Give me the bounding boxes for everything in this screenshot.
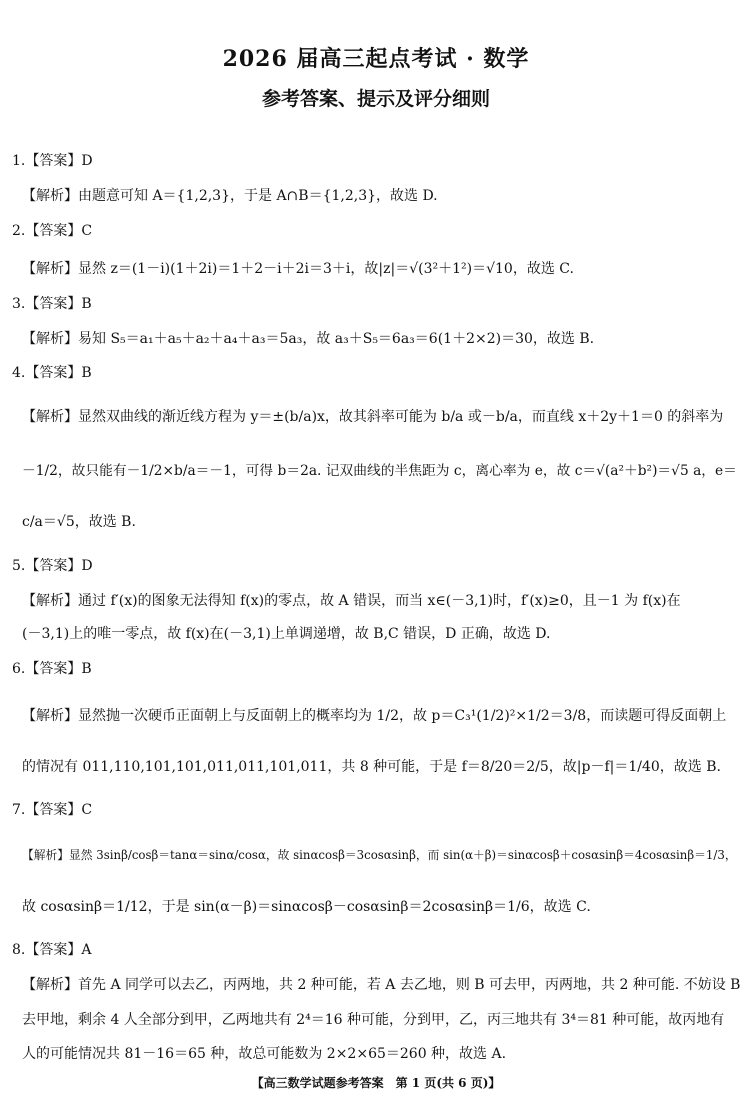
page-subtitle: 参考答案、提示及评分细则: [261, 88, 490, 110]
page-footer: 【高三数学试题参考答案 第 1 页(共 6 页)】: [251, 1076, 501, 1090]
answer-7: 7.【答案】C: [12, 802, 93, 818]
page-title: 2026 届高三起点考试 · 数学: [222, 46, 530, 72]
explanation-3-line-1: 【解析】易知 S₅＝a₁＋a₅＋a₂＋a₄＋a₃＝5a₃，故 a₃＋S₅＝6a₃＝6(1＋2×2)＝30，故选 B.: [22, 331, 595, 347]
explanation-6-line-2: 的情况有 011,110,101,101,011,011,101,011，共 8 种可能，于是 f＝8/20＝2/5，故|p－f|＝1/40，故选 B.: [22, 759, 721, 775]
answer-4: 4.【答案】B: [12, 365, 92, 381]
explanation-6-line-1: 【解析】显然抛一次硬币正面朝上与反面朝上的概率均为 1/2，故 p＝C₃¹(1/2)²×1/2＝3/8，而读题可得反面朝上: [22, 708, 727, 724]
answer-3: 3.【答案】B: [12, 296, 92, 312]
answer-5: 5.【答案】D: [12, 558, 93, 574]
explanation-8-line-1: 【解析】首先 A 同学可以去乙，丙两地，共 2 种可能，若 A 去乙地，则 B 可去甲，丙两地，共 2 种可能. 不妨设 B: [22, 977, 741, 993]
explanation-7-line-1: 【解析】显然 3sinβ/cosβ＝tanα＝sinα/cosα，故 sinαcosβ＝3cosαsinβ，而 sin(α＋β)＝sinαcosβ＋cosαsinβ＝4cosαsinβ＝1/3，: [22, 848, 737, 862]
explanation-4-line-3: c/a＝√5，故选 B.: [22, 514, 136, 530]
answer-2: 2.【答案】C: [12, 223, 93, 239]
explanation-8-line-2: 去甲地，剩余 4 人全部分到甲，乙两地共有 2⁴＝16 种可能，分到甲，乙，丙三地共有 3⁴＝81 种可能，故丙地有: [22, 1012, 725, 1028]
explanation-4-line-2: －1/2，故只能有－1/2×b/a＝－1，可得 b＝2a. 记双曲线的半焦距为 c，离心率为 e，故 c＝√(a²＋b²)＝√5 a，e＝: [22, 463, 737, 479]
explanation-5-line-2: (－3,1)上的唯一零点，故 f(x)在(－3,1)上单调递增，故 B,C 错误，D 正确，故选 D.: [22, 626, 551, 642]
explanation-1-line-1: 【解析】由题意可知 A＝{1,2,3}，于是 A∩B＝{1,2,3}，故选 D.: [22, 188, 438, 204]
explanation-2-line-1: 【解析】显然 z＝(1－i)(1＋2i)＝1＋2－i＋2i＝3＋i，故|z|＝√(3²＋1²)＝√10，故选 C.: [22, 261, 574, 277]
answer-1: 1.【答案】D: [12, 153, 93, 169]
explanation-5-line-1: 【解析】通过 f′(x)的图象无法得知 f(x)的零点，故 A 错误，而当 x∈(－3,1)时，f′(x)≥0，且－1 为 f(x)在: [22, 593, 681, 609]
explanation-7-line-2: 故 cosαsinβ＝1/12，于是 sin(α－β)＝sinαcosβ－cosαsinβ＝2cosαsinβ＝1/6，故选 C.: [22, 899, 591, 915]
explanation-4-line-1: 【解析】显然双曲线的渐近线方程为 y＝±(b/a)x，故其斜率可能为 b/a 或－b/a，而直线 x＋2y＋1＝0 的斜率为: [22, 409, 724, 425]
answer-8: 8.【答案】A: [12, 942, 92, 958]
explanation-8-line-3: 人的可能情况共 81－16＝65 种，故总可能数为 2×2×65＝260 种，故选 A.: [22, 1046, 507, 1062]
answer-6: 6.【答案】B: [12, 661, 92, 677]
